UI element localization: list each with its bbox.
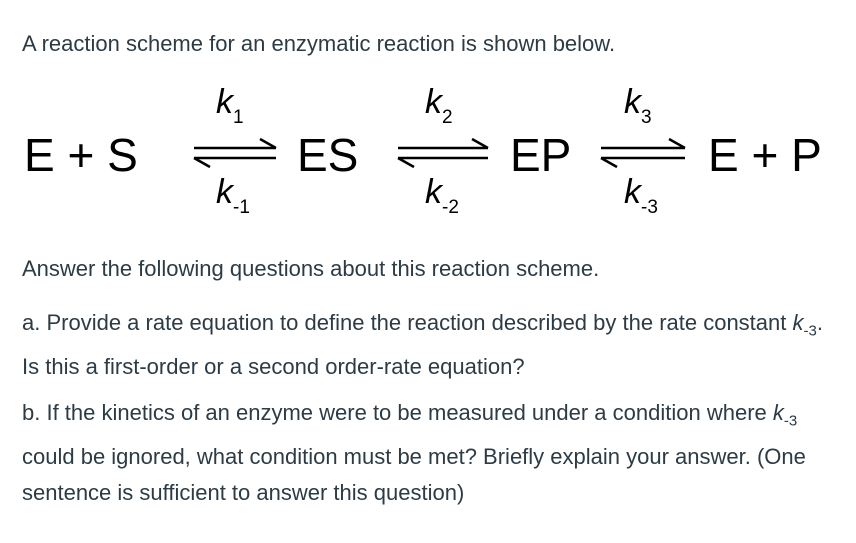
rate-constant-k1: $k_1$	[216, 83, 244, 128]
equilibrium-arrow-3	[597, 137, 689, 169]
rate-constant-k-minus-2: $k_{-2}$	[425, 173, 459, 218]
questions-lead: Answer the following questions about this reaction scheme.	[22, 256, 600, 281]
rate-constant-k3: $k_3$	[624, 83, 652, 128]
question-a: a. Provide a rate equation to define the reaction described by the rate constant $k_{-3}$. Is this a first-order or a second order-rate equation?	[22, 310, 823, 380]
intro-text: A reaction scheme for an enzymatic reaction is shown below.	[22, 31, 616, 56]
equilibrium-arrow-1	[190, 137, 280, 169]
rate-constant-k-minus-3: $k_{-3}$	[624, 173, 658, 218]
reaction-scheme	[0, 75, 856, 235]
species-ep: EP	[510, 129, 572, 181]
species-e-plus-s: E + S	[24, 129, 138, 181]
species-e-plus-p: E + P	[708, 129, 822, 181]
question-b: b. If the kinetics of an enzyme were to be measured under a condition where $k_{-3}$ could be ignored, what condition must be met? Briefly explain your answer. (One sentence is sufficient to answer this question)	[22, 400, 806, 506]
rate-constant-k-minus-1: $k_{-1}$	[216, 173, 250, 218]
rate-constant-k2: $k_2$	[425, 83, 453, 128]
species-es: ES	[297, 129, 359, 181]
equilibrium-arrow-2	[394, 137, 492, 169]
